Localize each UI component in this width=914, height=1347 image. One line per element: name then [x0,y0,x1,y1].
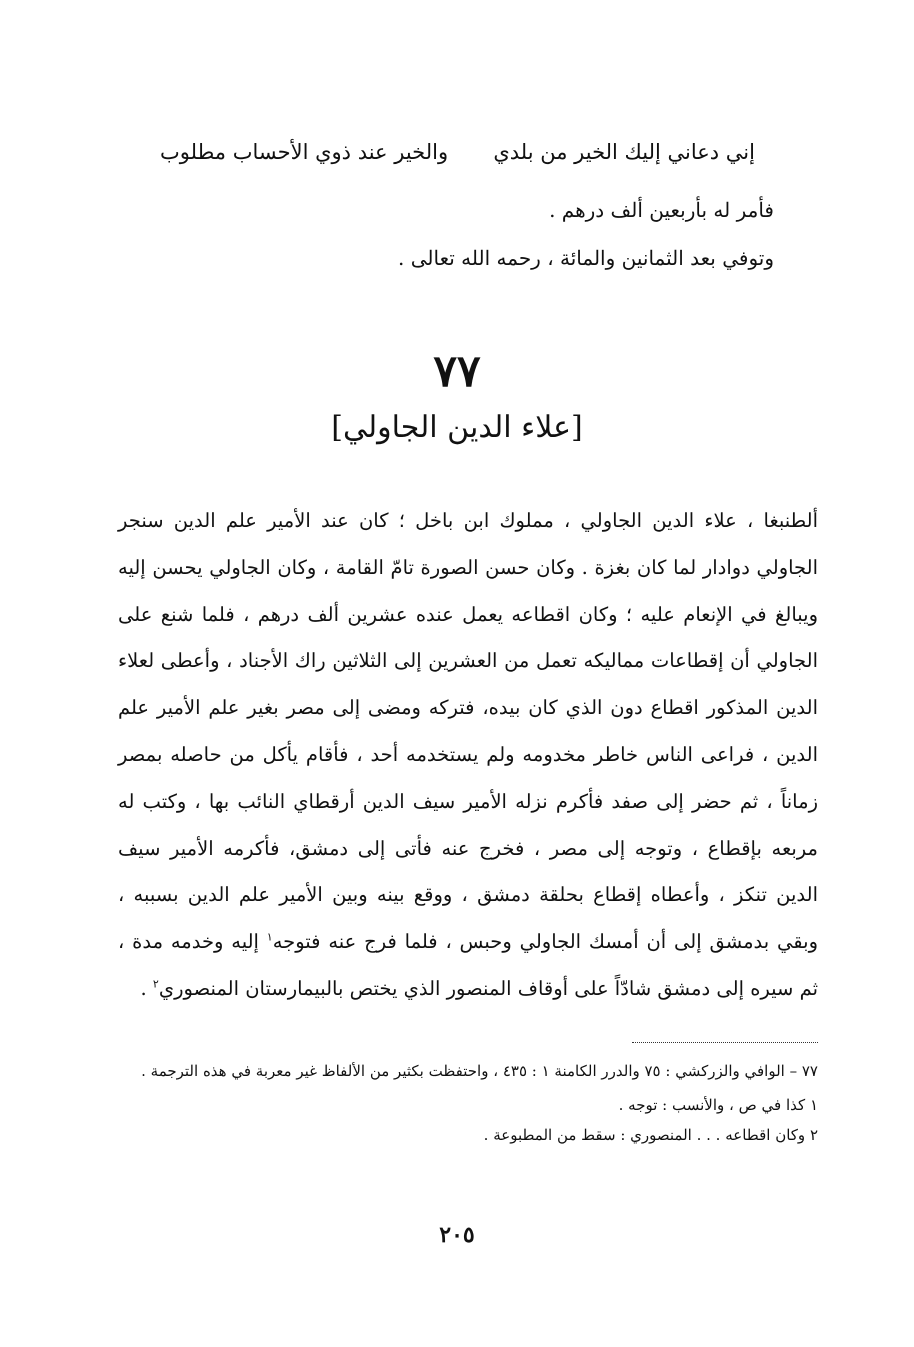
footnote-ref-1: ١ [266,930,273,944]
footnote-sources: ٧٧ – الوافي والزركشي : ٧٥ والدرر الكامنة ١ : ٤٣٥ ، واحتفظت بكثير من الألفاظ غير معربة في هذه الترجمة . [141,1062,818,1080]
verse-second-hemistich: والخير عند ذوي الأحساب مطلوب [160,140,449,164]
biography-paragraph [118,498,818,1013]
entry-title: [علاء الدين الجاولي] [331,410,583,445]
footnotes [118,1056,818,1150]
poetry-verse [160,140,755,176]
verse-first-hemistich: إني دعاني إليك الخير من بلدي [493,140,755,164]
intro-line-reward: فأمر له بأربعين ألف درهم . [549,198,774,222]
footnote-2: ٢ وكان اقطاعه . . . المنصوري : سقط من المطبوعة . [483,1126,818,1144]
biography-text-part1: ألطنبغا ، علاء الدين الجاولي ، مملوك ابن باخل ؛ كان عند الأمير علم الدين سنجر الجاولي دوادار لما كان بغزة . وكان حسن الصورة تامّ القامة ، وكان الجاولي يحسن إليه ويبالغ في الإنعام عليه ؛ وكان اقطاعه يعمل عنده عشرين ألف درهم ، فلما شنع على الجاولي أن إقطاعات مماليكه تعمل من العشرين إلى الثلاثين راك الأجناد ، وأعطى لعلاء الدين المذكور اقطاع دون الذي كان بيده، فتركه ومضى إلى مصر بغير علم الأمير علم الدين ، فراعى الناس خاطر مخدومه ولم يستخدمه أحد ، فأقام يأكل من حاصله بمصر زماناً ، ثم حضر إلى صفد فأكرم نزله الأمير سيف الدين أرقطاي النائب بها ، وكتب له مربعه بإقطاع ، وتوجه إلى مصر ، فخرج عنه فأتى إلى دمشق، فأكرمه الأمير سيف الدين تنكز ، وأعطاه إقطاع بحلقة دمشق ، ووقع بينه وبين الأمير علم الدين بسببه ، وبقي بدمشق إلى أن أمسك الجاولي وحبس ، فلما فرج عنه فتوجه [118,509,818,954]
intro-line-death: وتوفي بعد الثمانين والمائة ، رحمه الله تعالى . [398,246,774,270]
entry-number: ٧٧ [433,346,481,397]
biography-text-part2: إليه وخدمه مدة ، ثم سيره إلى دمشق شادّاً على أوقاف المنصور الذي يختص بالبيمارستان المنصوري [118,930,818,1000]
footnote-1: ١ كذا في ص ، والأنسب : توجه . [618,1096,818,1114]
page-number: ٢٠٥ [439,1222,475,1248]
footnote-divider [632,1042,818,1043]
footnote-ref-2: ٢ [152,977,159,991]
biography-text-part3: . [140,976,153,1000]
